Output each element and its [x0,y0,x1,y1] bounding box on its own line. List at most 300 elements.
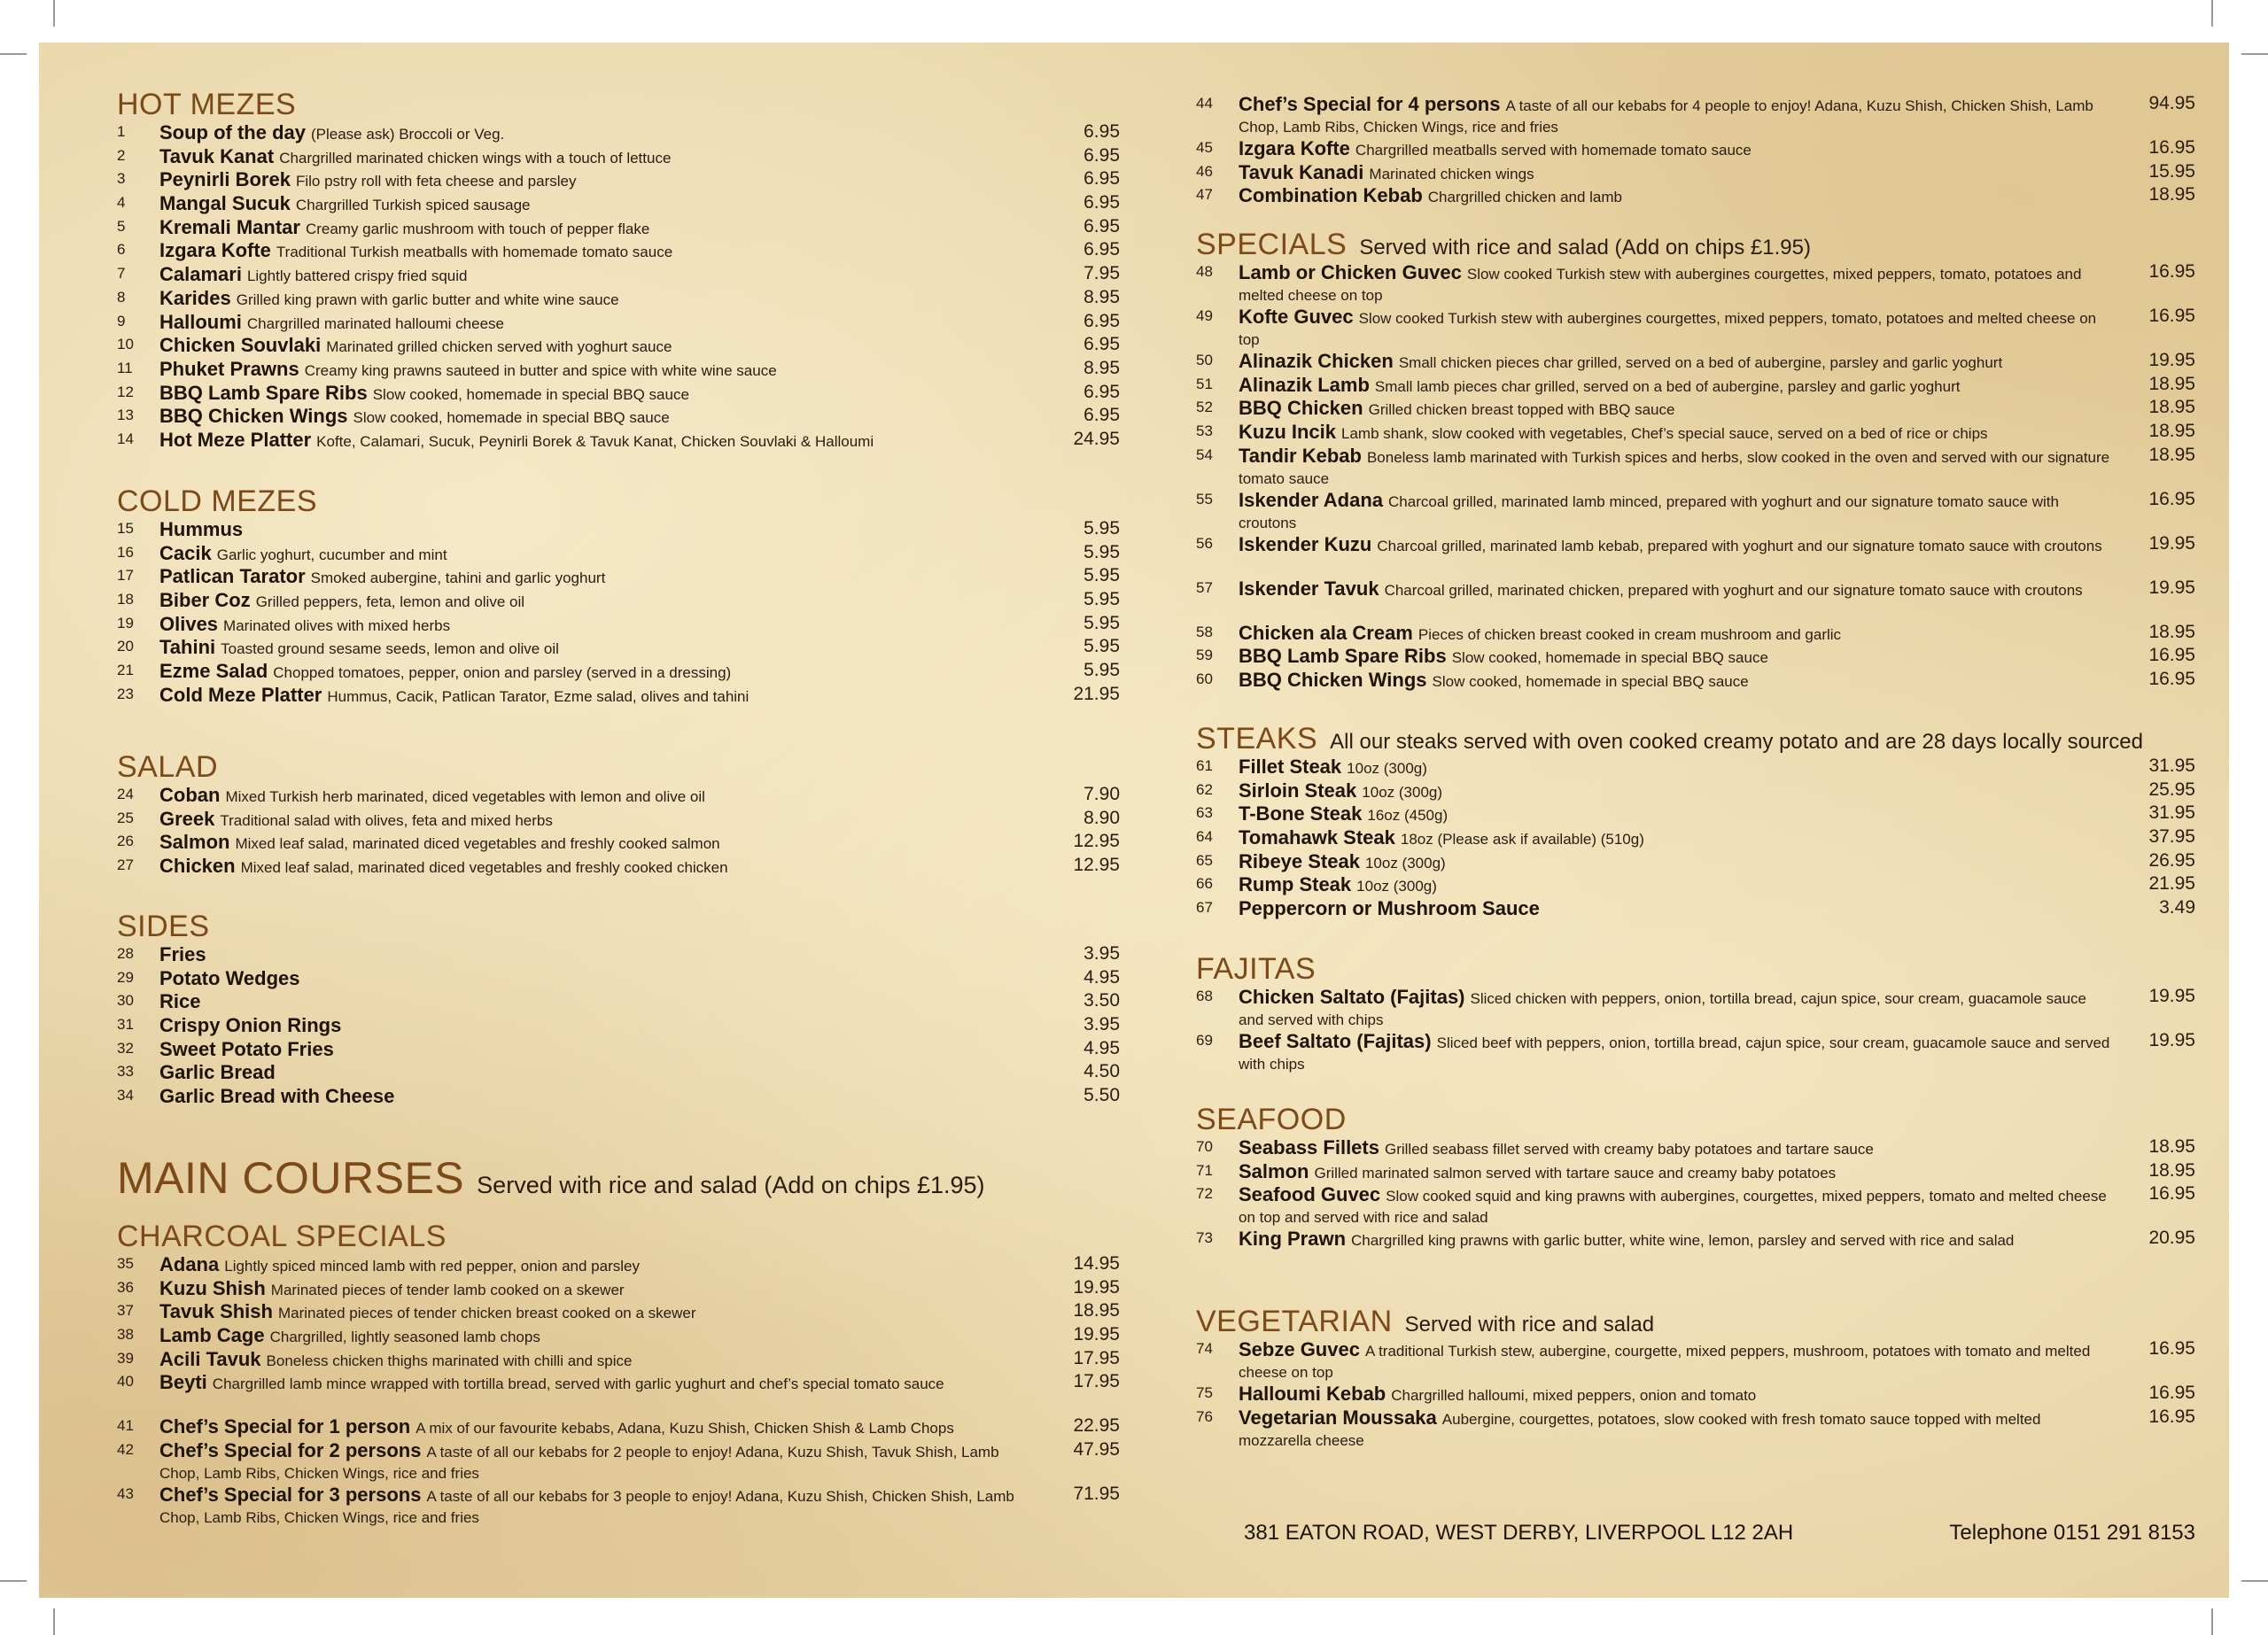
menu-section-charcoal-specials [117,1220,1120,1527]
menu-item [1196,872,2195,896]
item-name: Potato Wedges [159,966,300,989]
item-name: Beyti [159,1371,207,1394]
item-body [1239,420,2114,445]
item-number: 30 [117,992,134,1010]
menu-section-salad [117,751,1120,878]
item-description: Slow cooked Turkish stew with aubergines courgettes, mixed peppers, tomato, potatoes and melted cheese on top [1239,310,2097,348]
item-body [1239,396,2114,421]
item-number: 26 [117,833,134,850]
item-body [159,783,1038,808]
item-name: Halloumi [159,310,242,333]
menu-item [117,564,1120,588]
menu-item [1196,1406,2195,1450]
item-number: 40 [117,1373,134,1391]
item-price: 18.95 [2148,373,2195,394]
item-name: Beef Saltato (Fajitas) [1239,1030,1432,1052]
item-description: Lamb shank, slow cooked with vegetables, Chef’s special sauce, served on a bed of rice or chips [1341,425,1988,443]
item-number: 16 [117,543,134,561]
item-price: 8.95 [1084,286,1120,307]
item-number: 1 [117,123,126,140]
item-description: 10oz (300g) [1356,878,1437,895]
menu-item [1196,1029,2195,1073]
item-price: 6.95 [1084,192,1120,213]
item-description: Chargrilled chicken and lamb [1427,189,1623,206]
item-description: 18oz (Please ask if available) (510g) [1400,831,1644,848]
item-description: Marinated pieces of tender lamb cooked on a skewer [270,1281,625,1298]
item-description: 16oz (450g) [1367,807,1449,825]
item-body [1239,1159,2114,1184]
item-body [159,1013,1038,1038]
item-body [1239,668,2114,693]
item-name: Fries [159,943,206,965]
section-title: SIDES [117,910,210,943]
item-number: 14 [117,430,134,447]
item-number: 24 [117,786,134,802]
item-name: Izgara Kofte [1239,137,1350,159]
item-description: 10oz (300g) [1347,760,1427,777]
item-number: 65 [1196,851,1213,869]
item-name: Alinazik Chicken [1239,350,1394,372]
menu-section-hot-mezes [117,89,1120,452]
section-header [117,485,1120,517]
item-description: Chargrilled marinated halloumi cheese [246,314,505,332]
item-price: 5.95 [1084,518,1120,539]
menu-section-seafood [1196,1104,2195,1271]
item-price: 6.95 [1084,168,1120,190]
item-name: Sweet Potato Fries [159,1037,334,1060]
item-number: 20 [117,638,134,655]
menu-item [117,683,1120,707]
menu-item [117,262,1120,286]
item-body [159,1347,1038,1372]
item-price: 3.50 [1084,990,1120,1011]
item-name: Kuzu Incik [1239,421,1337,444]
section-header [117,1153,1120,1203]
menu-item [1196,779,2195,802]
item-number: 45 [1196,139,1213,156]
item-body [159,167,1038,192]
menu-section-fajitas [1196,953,2195,1073]
menu-item [117,635,1120,659]
item-body [1239,896,2114,921]
item-price: 17.95 [1073,1371,1120,1392]
item-price: 21.95 [2148,873,2195,895]
item-number: 55 [1196,490,1213,508]
item-number: 62 [1196,780,1213,798]
item-body [1239,92,2114,138]
item-description: Grilled chicken breast topped with BBQ sauce [1368,401,1675,419]
item-number: 58 [1196,623,1213,640]
menu-item [117,942,1120,966]
item-body [1239,183,2114,208]
menu-item [117,1370,1120,1414]
menu-item [117,1299,1120,1323]
item-description: Chargrilled Turkish spiced sausage [295,197,531,214]
section-header [117,89,1120,120]
item-price: 24.95 [1073,428,1120,449]
section-title: VEGETARIAN [1196,1305,1393,1338]
section-header [1196,1104,2195,1135]
item-number: 7 [117,265,126,283]
item-name: Acili Tavuk [159,1347,261,1370]
item-body [1239,1337,2114,1383]
menu-item [1196,1337,2195,1382]
item-description: Charcoal grilled, marinated lamb kebab, prepared with yoghurt and our signature tomato sauce with croutons [1377,537,2102,554]
item-number: 41 [117,1417,134,1435]
item-number: 75 [1196,1384,1213,1401]
item-number: 56 [1196,534,1213,552]
item-body [159,612,1038,637]
menu-item [1196,183,2195,207]
item-body [159,215,1038,240]
item-name: Seafood Guvec [1239,1183,1381,1206]
menu-item [1196,260,2195,305]
item-body [1239,1182,2114,1228]
menu-footer [1244,1518,2195,1548]
item-description: Slow cooked squid and king prawns with aubergines, courgettes, mixed peppers, tomato and melted cheese on top and served with rice and salad [1239,1188,2107,1227]
item-price: 19.95 [1073,1276,1120,1298]
menu-item [117,854,1120,878]
item-description: A taste of all our kebabs for 2 people to enjoy! Adana, Kuzu Shish, Tavuk Shish, Lamb Chop, Lamb Ribs, Chicken Wings, rice and fries [159,1444,999,1483]
item-number: 74 [1196,1340,1213,1357]
item-number: 51 [1196,375,1213,392]
item-price: 7.95 [1084,263,1120,284]
item-description: Slow cooked Turkish stew with aubergines courgettes, mixed peppers, tomato, potatoes and melted cheese on top [1239,266,2082,304]
item-description: Toasted ground sesame seeds, lemon and olive oil [221,640,559,658]
menu-item [117,541,1120,565]
menu-item [117,966,1120,990]
item-number: 76 [1196,1407,1213,1425]
item-description: Chargrilled halloumi, mixed peppers, onion and tomato [1391,1387,1757,1404]
item-description: Sliced chicken with peppers, onion, tortilla bread, cajun spice, sour cream, guacamole sauce and served with chips [1239,990,2086,1028]
item-description: Slow cooked, homemade in special BBQ sauce [1432,673,1749,691]
item-body [159,381,1038,406]
item-body [1239,305,2114,351]
menu-section-cold-mezes [117,485,1120,707]
item-description: A mix of our favourite kebabs, Adana, Kuzu Shish, Chicken Shish & Lamb Chops [416,1420,954,1437]
item-name: Tandir Kebab [1239,444,1362,467]
menu-item [117,830,1120,854]
menu-item [117,1438,1120,1483]
menu-item [117,807,1120,831]
item-body [1239,373,2114,398]
item-price: 21.95 [1073,683,1120,704]
item-name: Iskender Adana [1239,488,1384,511]
item-description: Creamy garlic mushroom with touch of pepper flake [305,220,650,237]
item-body [159,1370,1038,1395]
section-title: HOT MEZES [117,88,297,121]
item-name: Patlican Tarator [159,565,306,588]
item-price: 19.95 [2148,1030,2195,1050]
item-price: 94.95 [2148,93,2195,113]
item-description: Marinated grilled chicken served with yoghurt sauce [326,338,672,356]
item-body [159,1414,1038,1439]
item-body [1239,1227,2114,1251]
item-body [1239,825,2114,850]
item-description: Slow cooked, homemade in special BBQ sauce [353,409,670,427]
item-description: A taste of all our kebabs for 3 people to enjoy! Adana, Kuzu Shish, Chicken Shish, Lamb Chop, Lamb Ribs, Chicken Wings, rice and fries [159,1488,1014,1527]
item-body [1239,872,2114,897]
item-number: 73 [1196,1229,1213,1247]
crop-mark-left-top [0,53,27,55]
item-number: 35 [117,1255,134,1272]
item-body [1239,260,2114,306]
item-name: T-Bone Steak [1239,802,1363,825]
item-body [159,310,1038,335]
item-price: 16.95 [2148,488,2195,509]
menu-item [117,1252,1120,1276]
item-price: 22.95 [1073,1415,1120,1437]
item-body [159,238,1038,263]
menu-item [117,989,1120,1013]
item-body [159,286,1038,311]
item-number: 6 [117,241,126,259]
item-description: Filo pstry roll with feta cheese and parsley [295,173,577,190]
item-number: 70 [1196,1138,1213,1155]
item-body [1239,779,2114,803]
menu-item [117,144,1120,168]
menu-section-specials [1196,229,2195,692]
section-header [1196,723,2195,755]
item-description: Traditional Turkish meatballs with homemade tomato sauce [276,244,673,261]
menu-item [1196,621,2195,645]
item-body [1239,488,2114,534]
menu-item [1196,802,2195,825]
item-name: Chef’s Special for 2 persons [159,1439,422,1462]
item-number: 9 [117,312,126,329]
item-name: Olives [159,612,219,635]
item-price: 18.95 [1073,1300,1120,1321]
item-body [159,588,1038,613]
item-number: 37 [117,1302,134,1320]
item-description: Mixed Turkish herb marinated, diced vegetables with lemon and olive oil [225,788,705,805]
item-number: 47 [1196,186,1213,204]
section-header [117,910,1120,942]
item-number: 29 [117,968,134,986]
item-price: 16.95 [2148,261,2195,282]
item-number: 50 [1196,352,1213,368]
item-description: Boneless lamb marinated with Turkish spices and herbs, slow cooked in the oven and served with our signature tomato sauce [1239,448,2110,487]
item-body [1239,755,2114,779]
item-body [1239,985,2114,1031]
item-name: BBQ Lamb Spare Ribs [1239,645,1447,668]
item-body [159,541,1038,566]
item-name: BBQ Lamb Spare Ribs [159,381,368,404]
item-number: 28 [117,945,134,962]
item-price: 16.95 [2148,137,2195,158]
item-price: 19.95 [2148,532,2195,554]
section-header [1196,953,2195,985]
item-description: Grilled seabass fillet served with creamy baby potatoes and tartare sauce [1384,1141,1874,1158]
menu-item [117,286,1120,310]
item-name: Chef’s Special for 3 persons [159,1484,422,1507]
item-name: Peynirli Borek [159,168,291,191]
item-name: Alinazik Lamb [1239,373,1370,396]
restaurant-telephone: Telephone 0151 291 8153 [1949,1521,2195,1545]
item-name: Crispy Onion Rings [159,1014,342,1037]
section-title: SALAD [117,750,218,784]
menu-item [1196,1135,2195,1159]
item-name: Salmon [1239,1159,1309,1182]
item-name: Tavuk Kanat [159,144,275,167]
item-body [159,989,1038,1014]
menu-item [117,1276,1120,1300]
item-description: Garlic yoghurt, cucumber and mint [216,546,447,563]
item-number: 32 [117,1039,134,1057]
menu-item [1196,420,2195,444]
section-subtitle: Served with rice and salad (Add on chips £1.95) [477,1172,985,1198]
item-name: Phuket Prawns [159,357,299,380]
item-name: Cold Meze Platter [159,683,322,706]
menu-item [1196,755,2195,779]
menu-item [117,1483,1120,1527]
item-price: 6.95 [1084,215,1120,236]
item-body [159,1299,1038,1324]
menu-item [117,783,1120,807]
menu-item [117,1084,1120,1108]
item-body [1239,802,2114,826]
item-price: 31.95 [2148,802,2195,824]
item-body [159,683,1038,708]
section-title: CHARCOAL SPECIALS [117,1220,447,1253]
item-number: 66 [1196,875,1213,893]
item-body [1239,160,2114,185]
item-description: Lightly battered crispy fried squid [246,267,468,285]
item-price: 16.95 [2148,669,2195,690]
item-number: 52 [1196,399,1213,416]
item-price: 37.95 [2148,826,2195,848]
item-description: Chargrilled lamb mince wrapped with tortilla bread, served with garlic yughurt and chef’s special tomato sauce [212,1375,944,1393]
item-description: Sliced beef with peppers, onion, tortilla bread, cajun spice, sour cream, guacamole sauce and served with chips [1239,1034,2110,1073]
menu-item [117,357,1120,381]
item-price: 5.95 [1084,636,1120,657]
menu-item [117,428,1120,452]
item-number: 60 [1196,670,1213,688]
item-price: 19.95 [2148,577,2195,598]
item-price: 14.95 [1073,1253,1120,1274]
item-description: Lightly spiced minced lamb with red pepper, onion and parsley [224,1258,640,1275]
section-title: MAIN COURSES [117,1153,465,1203]
item-body [1239,849,2114,874]
item-price: 18.95 [2148,184,2195,205]
item-name: Vegetarian Moussaka [1239,1406,1437,1429]
menu-item [117,333,1120,357]
item-name: King Prawn [1239,1228,1347,1251]
item-description: (Please ask) Broccoli or Veg. [311,126,505,143]
item-price: 6.95 [1084,405,1120,426]
item-name: Biber Coz [159,589,251,612]
item-number: 5 [117,217,126,235]
menu-item [1196,373,2195,397]
item-description: Traditional salad with olives, feta and mixed herbs [220,811,553,829]
item-body [159,1060,1038,1085]
menu-item [1196,92,2195,136]
item-description: Small chicken pieces char grilled, served on a bed of aubergine, parsley and garlic yoghurt [1398,354,2003,371]
item-body [159,1483,1038,1529]
menu-item [1196,668,2195,692]
item-price: 6.95 [1084,310,1120,331]
menu-item [117,517,1120,541]
section-header [117,751,1120,783]
menu-item [117,1347,1120,1371]
item-number: 39 [117,1349,134,1367]
menu-item [1196,1182,2195,1227]
item-price: 15.95 [2148,160,2195,182]
item-number: 17 [117,567,134,585]
item-price: 4.50 [1084,1061,1120,1082]
menu-item [117,612,1120,636]
item-price: 18.95 [2148,621,2195,642]
item-number: 59 [1196,647,1213,664]
item-name: Cacik [159,541,212,564]
item-name: Seabass Fillets [1239,1136,1379,1158]
item-number: 12 [117,383,134,400]
crop-mark-top-right [2211,0,2213,27]
item-price: 16.95 [2148,1383,2195,1403]
item-description: Kofte, Calamari, Sucuk, Peynirli Borek & Tavuk Kanat, Chicken Souvlaki & Halloumi [316,432,874,450]
item-number: 54 [1196,446,1213,463]
item-number: 4 [117,194,126,212]
menu-item [1196,1227,2195,1271]
menu-item [117,215,1120,239]
item-description: A taste of all our kebabs for 4 people to enjoy! Adana, Kuzu Shish, Chicken Shish, Lamb Chop, Lamb Ribs, Chicken Wings, rice and fries [1239,97,2093,136]
item-description: Boneless chicken thighs marinated with chilli and spice [266,1352,633,1369]
item-price: 5.95 [1084,660,1120,681]
item-body [1239,577,2114,601]
menu-item [1196,1382,2195,1406]
item-body [159,635,1038,660]
section-title: COLD MEZES [117,484,318,518]
item-price: 3.95 [1084,1014,1120,1035]
item-name: Calamari [159,263,242,286]
item-name: BBQ Chicken Wings [1239,669,1427,692]
item-price: 16.95 [2148,1406,2195,1427]
item-price: 47.95 [1073,1439,1120,1461]
menu-item [117,404,1120,428]
item-name: Ribeye Steak [1239,849,1360,872]
item-name: Tomahawk Steak [1239,826,1395,849]
item-number: 11 [117,359,133,376]
item-number: 25 [117,809,134,826]
item-body [159,942,1038,967]
item-price: 3.49 [2159,897,2195,918]
item-body [159,1252,1038,1277]
item-name: Greek [159,807,215,830]
item-price: 16.95 [2148,645,2195,666]
section-header [117,1220,1120,1252]
menu-item [117,310,1120,334]
item-body [159,966,1038,991]
item-description: Charcoal grilled, marinated chicken, prepared with yoghurt and our signature tomato sauce with croutons [1384,581,2083,599]
item-body [1239,621,2114,646]
item-name: BBQ Chicken Wings [159,405,348,428]
item-number: 10 [117,336,134,353]
item-name: Halloumi Kebab [1239,1383,1386,1405]
item-body [159,854,1038,879]
item-name: BBQ Chicken [1239,397,1363,420]
item-number: 48 [1196,263,1213,280]
item-body [159,357,1038,382]
item-price: 5.95 [1084,589,1120,610]
item-name: Sebze Guvec [1239,1338,1360,1360]
item-name: Coban [159,784,221,806]
item-description: Slow cooked, homemade in special BBQ sauce [1451,649,1768,667]
item-name: Salmon [159,831,230,854]
item-number: 68 [1196,988,1213,1004]
crop-mark-top-left [53,0,55,27]
item-body [1239,1382,2114,1406]
item-description: Hummus, Cacik, Patlican Tarator, Ezme salad, olives and tahini [327,687,750,705]
